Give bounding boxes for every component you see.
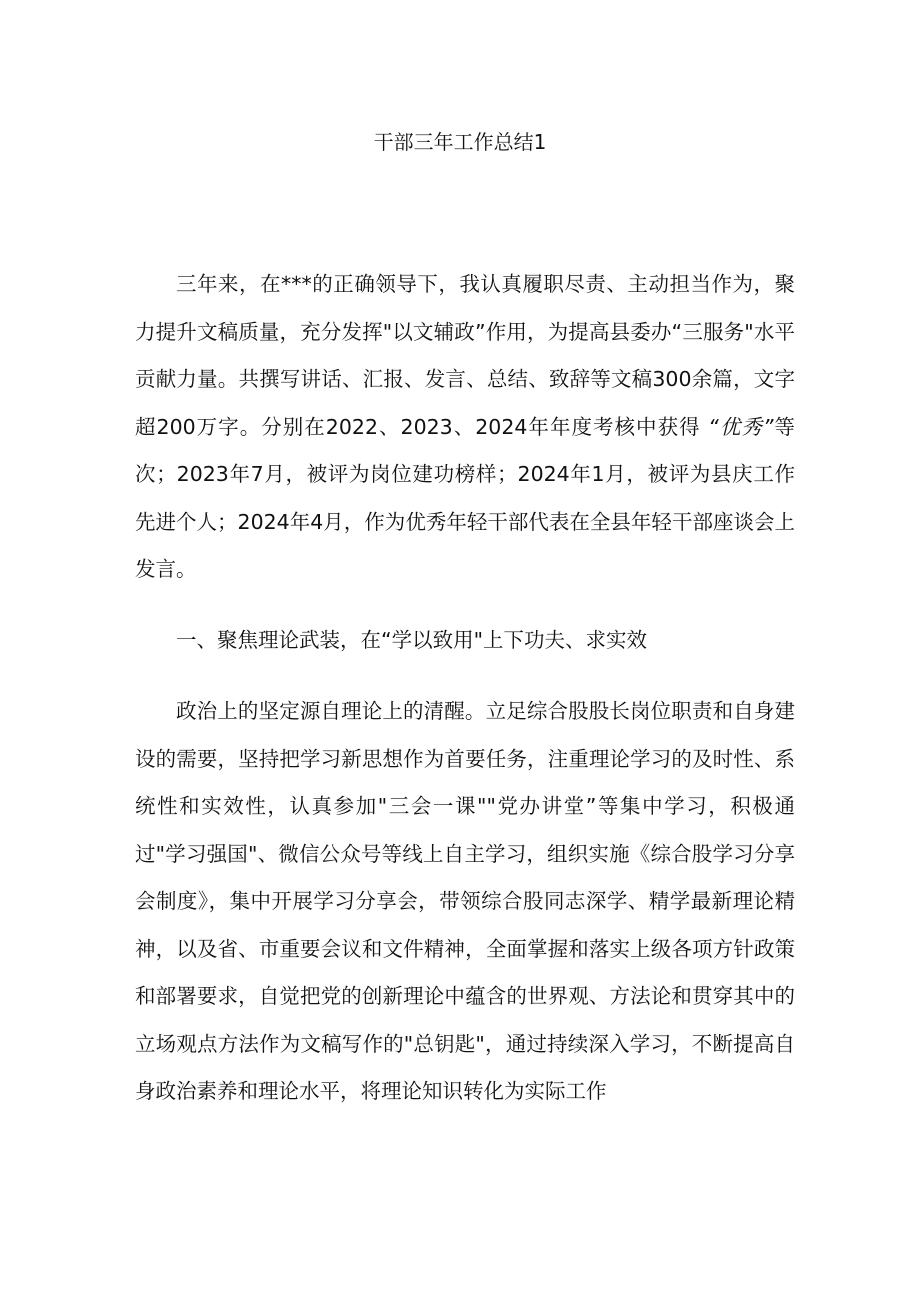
intro-italic-rating: “优秀” bbox=[708, 414, 774, 439]
section-one-heading: 一、聚焦理论武装，在“学以致用"上下功夫、求实效 bbox=[176, 628, 648, 652]
intro-text-before: 三年来，在***的正确领导下，我认真履职尽责、主动担当作为，聚力提升文稿质量，充分发挥"以文辅政”作用，为提高县委办“三服务"水平贡献力量。共撰写讲话、汇报、发言、总结、致辞等文稿300余篇，文字超200万字。分别在2022、2023、2024年年度考核中获得 bbox=[135, 272, 795, 439]
intro-paragraph bbox=[135, 261, 795, 594]
document-title: 干部三年工作总结1 bbox=[373, 130, 547, 154]
section-one-paragraph: 政治上的坚定源自理论上的清醒。立足综合股股长岗位职责和自身建设的需要，坚持把学习新思想作为首要任务，注重理论学习的及时性、系统性和实效性，认真参加"三会一课""党办讲堂”等集中学习，积极通过"学习强国"、微信公众号等线上自主学习，组织实施《综合股学习分享会制度》，集中开展学习分享会，带领综合股同志深学、精学最新理论精神，以及省、市重要会议和文件精神，全面掌握和落实上级各项方针政策和部署要求，自觉把党的创新理论中蕴含的世界观、方法论和贯穿其中的立场观点方法作为文稿写作的"总钥匙"，通过持续深入学习，不断提高自身政治素养和理论水平，将理论知识转化为实际工作 bbox=[135, 699, 795, 1103]
intro-text-after: 等次；2023年7月，被评为岗位建功榜样；2024年1月，被评为县庆工作先进个人；2024年4月，作为优秀年轻干部代表在全县年轻干部座谈会上发言。 bbox=[135, 414, 796, 581]
